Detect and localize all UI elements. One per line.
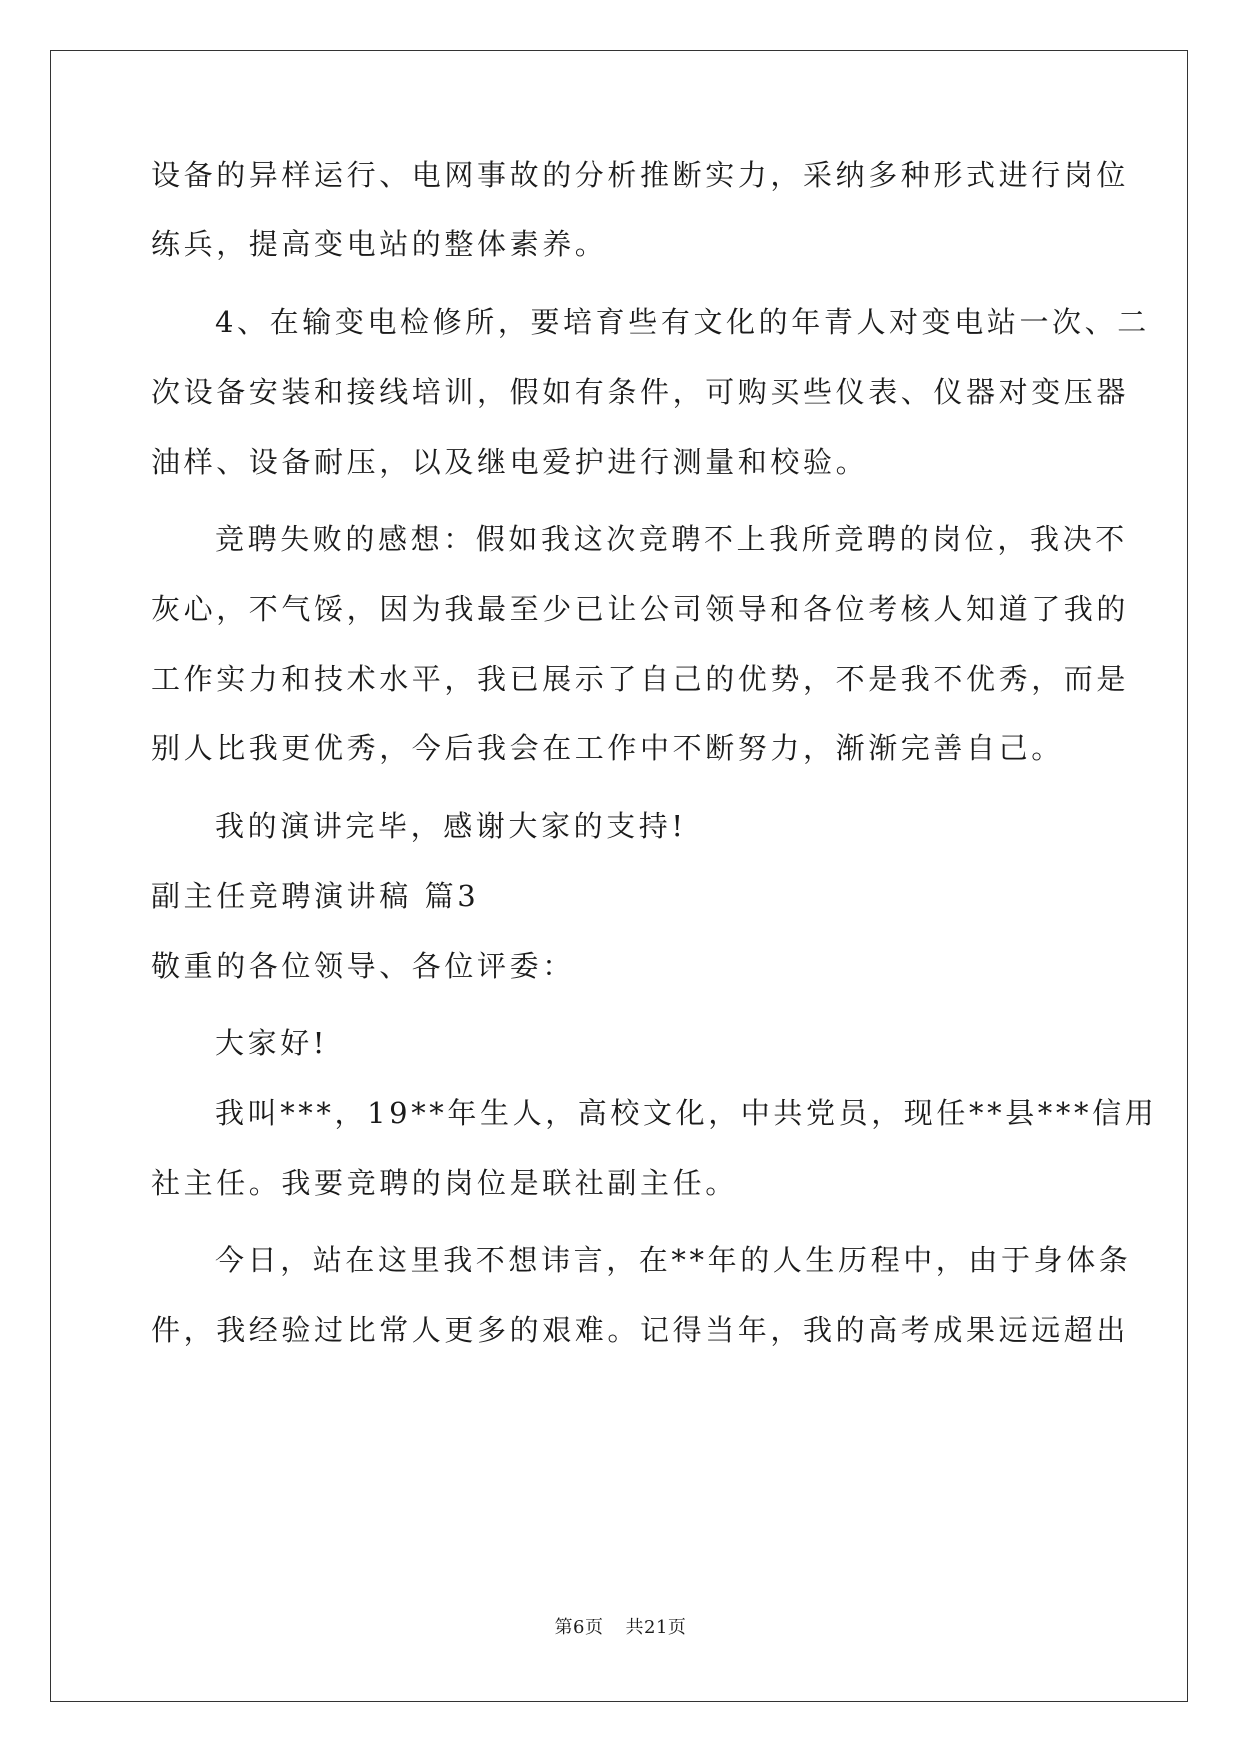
closing-line: 我的演讲完毕，感谢大家的支持! bbox=[215, 809, 687, 843]
paragraph-line: 4、在输变电检修所，要培育些有文化的年青人对变电站一次、二 bbox=[215, 305, 1150, 339]
page-number: 第6页 bbox=[554, 1617, 604, 1638]
paragraph-line: 社主任。我要竞聘的岗位是联社副主任。 bbox=[151, 1166, 738, 1200]
section-heading: 副主任竞聘演讲稿 篇3 bbox=[151, 879, 480, 913]
paragraph-line: 竞聘失败的感想：假如我这次竞聘不上我所竞聘的岗位，我决不 bbox=[215, 522, 1128, 556]
paragraph-line: 件，我经验过比常人更多的艰难。记得当年，我的高考成果远远超出 bbox=[151, 1313, 1130, 1347]
page-total: 共21页 bbox=[625, 1617, 687, 1638]
paragraph-line: 今日，站在这里我不想讳言，在**年的人生历程中，由于身体条 bbox=[215, 1243, 1132, 1277]
paragraph-line: 练兵，提高变电站的整体素养。 bbox=[151, 227, 608, 261]
greeting: 大家好! bbox=[215, 1026, 329, 1060]
paragraph-line: 别人比我更优秀，今后我会在工作中不断努力，渐渐完善自己。 bbox=[151, 731, 1064, 765]
paragraph-line: 我叫***，19**年生人，高校文化，中共党员，现任**县***信用 bbox=[215, 1096, 1158, 1130]
paragraph-line: 油样、设备耐压，以及继电爱护进行测量和校验。 bbox=[151, 445, 869, 479]
page-footer bbox=[0, 1616, 1241, 1640]
salutation: 敬重的各位领导、各位评委： bbox=[151, 949, 575, 983]
paragraph-line: 灰心，不气馁，因为我最至少已让公司领导和各位考核人知道了我的 bbox=[151, 592, 1130, 626]
paragraph-line: 设备的异样运行、电网事故的分析推断实力，采纳多种形式进行岗位 bbox=[151, 158, 1130, 192]
paragraph-line: 次设备安装和接线培训，假如有条件，可购买些仪表、仪器对变压器 bbox=[151, 375, 1130, 409]
paragraph-line: 工作实力和技术水平，我已展示了自己的优势，不是我不优秀，而是 bbox=[151, 662, 1130, 696]
